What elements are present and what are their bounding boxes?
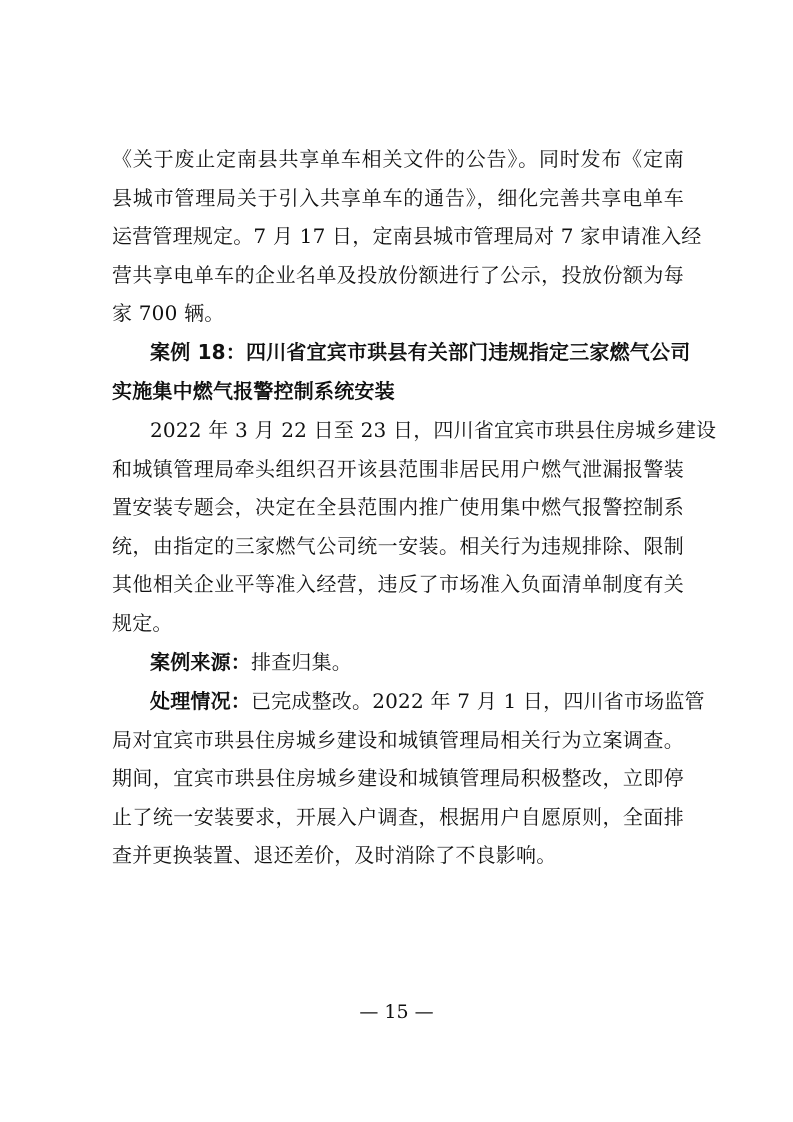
text-line: 家 700 辆。 [112,301,225,325]
paragraph-announcement [112,140,702,333]
paragraph-case-description [112,411,717,642]
text-line: 和城镇管理局牵头组织召开该县范围非居民用户燃气泄漏报警装 [112,456,684,481]
text-line: 《关于废止定南县共享单车相关文件的公告》。同时发布《定南 [112,147,684,171]
text-line: 营共享电单车的企业名单及投放份额进行了公示，投放份额为每 [112,262,684,287]
text-line: 运营管理规定。7 月 17 日，定南县城市管理局对 7 家申请准入经 [112,224,702,248]
text-line: 县城市管理局关于引入共享单车的通告》，细化完善共享电单车 [112,185,684,210]
text-line: 局对宜宾市珙县住房城乡建设和城镇管理局相关行为立案调查。 [112,727,684,752]
source-label: 案例来源： [150,650,251,674]
handling-first-line [112,682,705,721]
text-line: 期间，宜宾市珙县住房城乡建设和城镇管理局积极整改，立即停 [112,766,684,790]
text-line: 其他相关企业平等准入经营，违反了市场准入负面清单制度有关 [112,572,684,596]
heading-line: 实施集中燃气报警控制系统安装 [112,378,395,403]
source-line [112,643,684,682]
text-line: 止了统一安装要求，开展入户调查，根据用户自愿原则，全面排 [112,804,684,829]
case-source [112,643,684,682]
handling-label: 处理情况： [150,689,251,713]
text-line: 统，由指定的三家燃气公司统一安装。相关行为违规排除、限制 [112,533,684,558]
heading-line: 案例 18：四川省宜宾市珙县有关部门违规指定三家燃气公司 [150,340,691,364]
text-line: 置安装专题会，决定在全县范围内推广使用集中燃气报警控制系 [112,495,684,519]
source-value: 排查归集。 [251,650,352,674]
case-heading [112,333,691,410]
text-line: 规定。 [112,610,173,635]
page-number: — 15 — [359,1001,434,1023]
text-line: 2022 年 3 月 22 日至 23 日，四川省宜宾市珙县住房城乡建设 [150,418,717,442]
text-line: 查并更换装置、退还差价，及时消除了不良影响。 [112,843,557,867]
handling-text: 已完成整改。2022 年 7 月 1 日，四川省市场监管 [251,689,705,713]
handling-status [112,682,705,875]
